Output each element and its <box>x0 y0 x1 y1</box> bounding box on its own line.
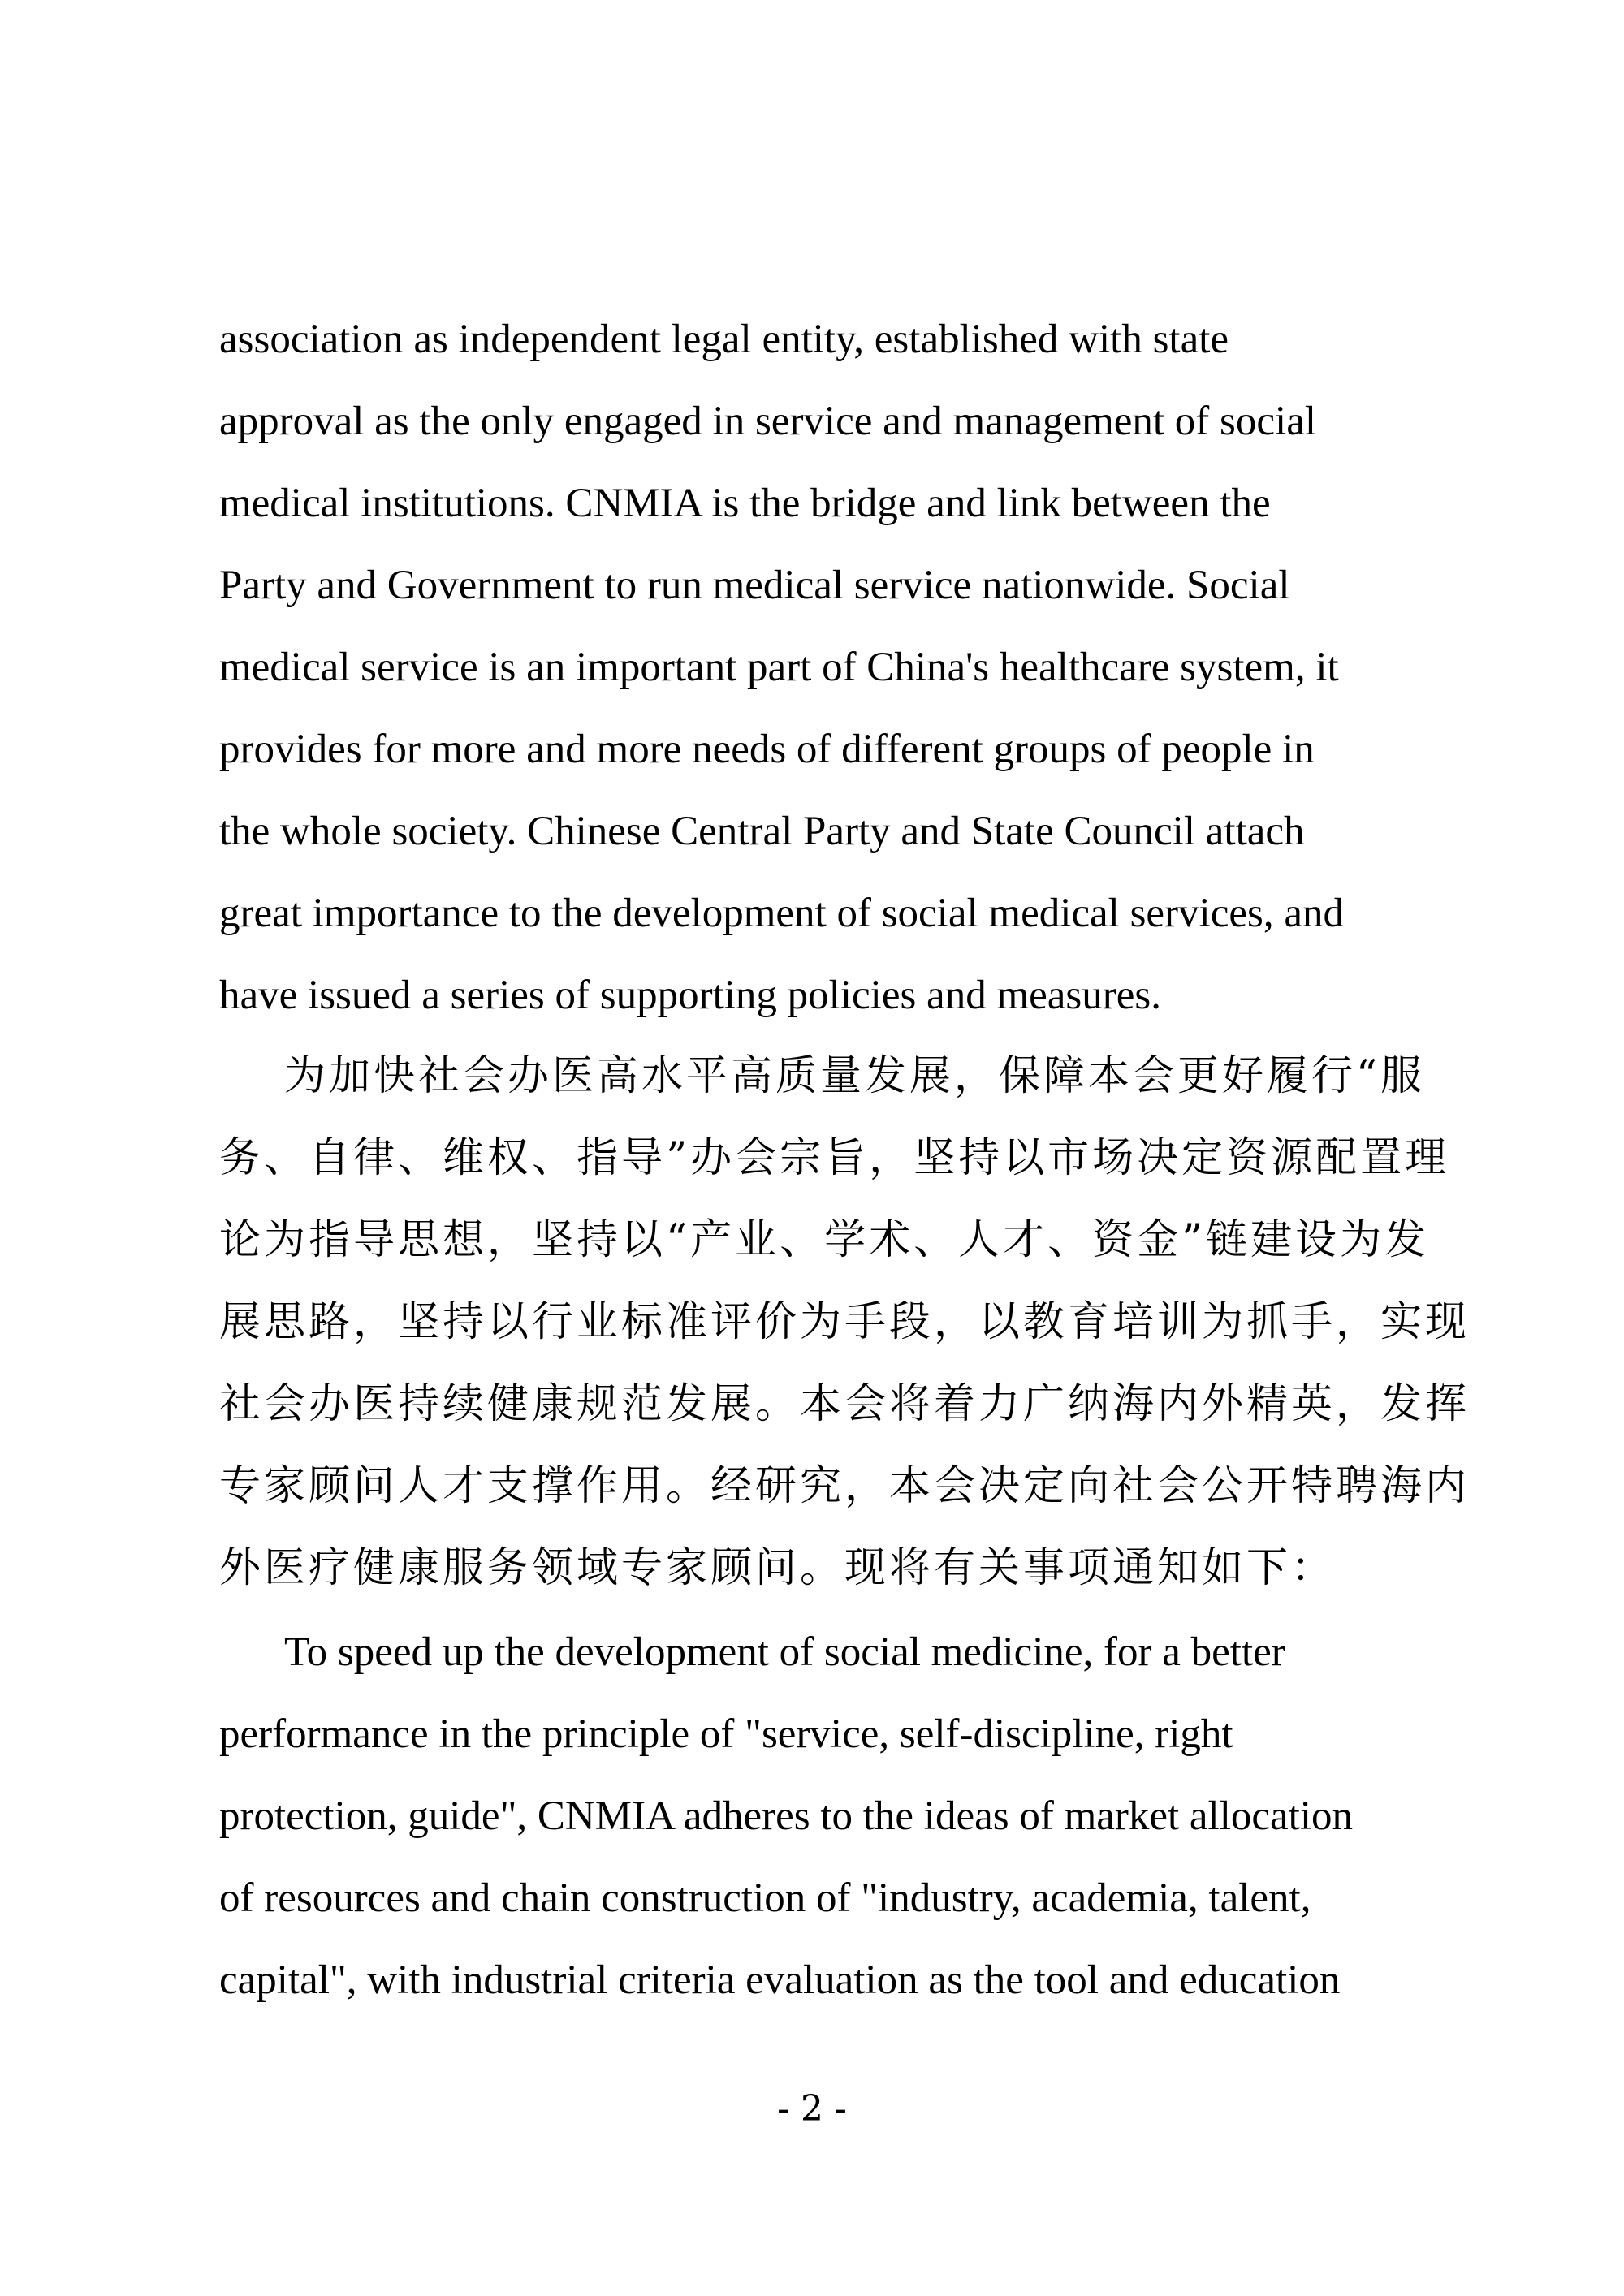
text-line: great importance to the development of social medical services, and <box>219 891 1344 936</box>
text-line: association as independent legal entity, established with state <box>219 317 1229 362</box>
text-line: medical institutions. CNMIA is the bridge and link between the <box>219 481 1271 526</box>
text-line: capital", with industrial criteria evaluation as the tool and education <box>219 1957 1341 2003</box>
text-line: have issued a series of supporting policies and measures. <box>219 973 1161 1018</box>
text-line: of resources and chain construction of "industry, academia, talent, <box>219 1875 1311 1921</box>
text-line: 务、自律、维权、指导”办会宗旨，坚持以市场决定资源配置理 <box>219 1134 1450 1182</box>
text-line: 为加快社会办医高水平高质量发展，保障本会更好履行“服 <box>284 1052 1426 1100</box>
text-line: Party and Government to run medical service nationwide. Social <box>219 563 1290 608</box>
text-line: provides for more and more needs of different groups of people in <box>219 727 1315 772</box>
text-line: performance in the principle of "service, self-discipline, right <box>219 1711 1233 1757</box>
text-line: To speed up the development of social medicine, for a better <box>284 1629 1285 1675</box>
text-line: 外医疗健康服务领域专家顾问。现将有关事项通知如下： <box>219 1544 1337 1592</box>
text-line: the whole society. Chinese Central Party and State Council attach <box>219 809 1305 854</box>
text-line: protection, guide", CNMIA adheres to the ideas of market allocation <box>219 1793 1354 1839</box>
text-line: 论为指导思想，坚持以“产业、学术、人才、资金”链建设为发 <box>219 1216 1430 1264</box>
text-line: medical service is an important part of China's healthcare system, it <box>219 645 1339 690</box>
text-line: approval as the only engaged in service and management of social <box>219 399 1317 444</box>
text-line: 专家顾问人才支撑作用。经研究，本会决定向社会公开特聘海内 <box>219 1462 1471 1510</box>
page-number: - 2 - <box>777 2088 847 2130</box>
text-line: 社会办医持续健康规范发展。本会将着力广纳海内外精英，发挥 <box>219 1380 1471 1428</box>
text-line: 展思路，坚持以行业标准评价为手段，以教育培训为抓手，实现 <box>219 1298 1471 1346</box>
